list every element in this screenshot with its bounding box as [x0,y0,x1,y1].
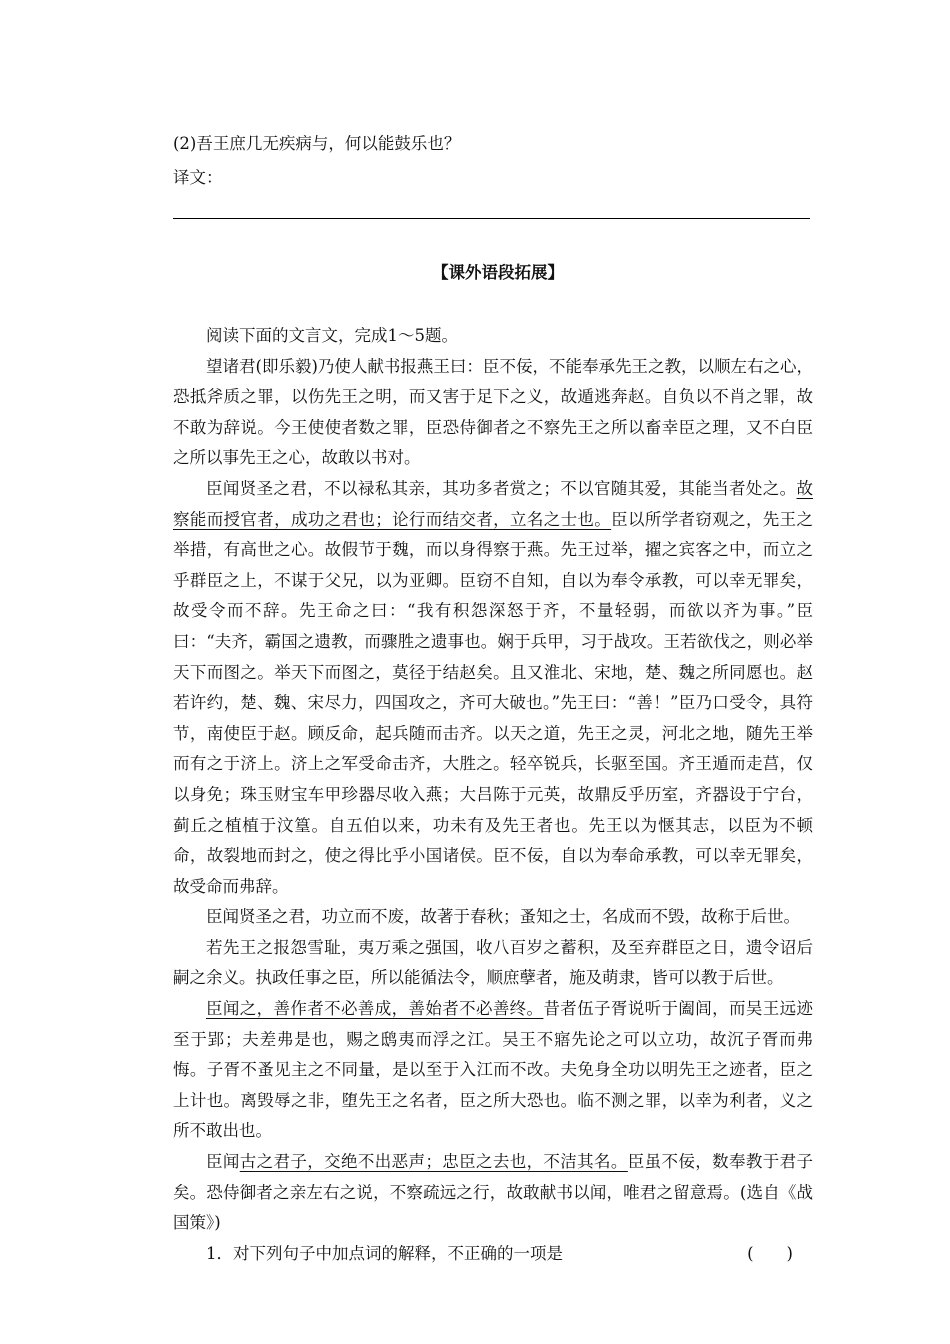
answer-line[interactable] [173,194,810,219]
document-page [173,132,813,1269]
section-title: 【课外语段拓展】 [432,263,564,282]
passage-paragraph-1: 望诸君(即乐毅)乃使人献书报燕王曰：臣不佞，不能奉承先王之教，以顺左右之心，恐抵斧质之罪，以伤先王之明，而又害于足下之义，故遁逃奔赵。自负以不肖之罪，故不敢为辞说。今王使使者数之罪，臣恐侍御者之不察先王之所以畜幸臣之理，又不白臣之所以事先王之心，故敢以书对。 [173,356,813,468]
answer-label: 译文： [173,168,223,187]
passage-paragraph-6 [173,1147,813,1239]
underlined-sentence-1: 故察能而授官者，成功之君也；论行而结交者，立名之士也。 [173,478,813,529]
underlined-sentence-2: 臣闻之，善作者不必善成，善始者不必善终。 [206,999,544,1019]
instructions: 阅读下面的文言文，完成1～5题。 [206,326,458,345]
paragraph-6-opening: 臣闻 [206,1152,240,1172]
paragraph-6-body: 臣虽不佞，数奉教于君子矣。恐侍御者之亲左右之说，不察疏远之行，故敢献书以闻，唯君之留意焉。(选自《战国策》) [173,1152,814,1233]
paragraph-5-body: 昔者伍子胥说听于阖闾，而吴王远迹至于郢；夫差弗是也，赐之鸱夷而浮之江。吴王不寤先论之可以立功，故沉子胥而弗悔。子胥不蚤见主之不同量，是以至于入江而不改。夫免身全功以明先王之迹者，臣之上计也。离毁辱之非，堕先王之名者，臣之所大恐也。临不测之罪，以幸为利者，义之所不敢出也。 [173,999,814,1141]
underlined-sentence-3: 古之君子，交绝不出恶声；忠臣之去也，不洁其名。 [239,1152,628,1172]
passage-paragraph-4: 若先王之报怨雪耻，夷万乘之强国，收八百岁之蓄积，及至弃群臣之日，遗令诏后嗣之余义。执政任事之臣，所以能循法令，顺庶孽者，施及萌隶，皆可以教于后世。 [173,937,813,988]
answer-blank[interactable]: ( ) [747,1243,793,1263]
passage-paragraph-3: 臣闻贤圣之君，功立而不废，故著于春秋；蚤知之士，名成而不毁，故称于后世。 [206,907,800,927]
passage-paragraph-5 [173,994,813,1147]
question-1-text: 1．对下列句子中加点词的解释，不正确的一项是 [206,1243,563,1263]
paragraph-2-body: 臣以所学者窃观之，先王之举措，有高世之心。故假节于魏，而以身得察于燕。先王过举，擢之宾客之中，而立之乎群臣之上，不谋于父兄，以为亚卿。臣窃不自知，自以为奉令承教，可以幸无罪矣，故受令而不辞。先王命之曰：“我有积怨深怒于齐，不量轻弱，而欲以齐为事。”臣曰：“夫齐，霸国之遗教，而骤胜之遗事也。娴于兵甲，习于战攻。王若欲伐之，则必举天下而图之。举天下而图之，莫径于结赵矣。且又淮北、宋地，楚、魏之所同愿也。赵若许约，楚、魏、宋尽力，四国攻之，齐可大破也。”先王曰：“善！”臣乃口受令，具符节，南使臣于赵。顾反命，起兵随而击齐。以天之道，先王之灵，河北之地，随先王举而有之于济上。济上之军受命击齐，大胜之。轻卒锐兵，长驱至国。齐王遁而走莒，仅以身免；珠玉财宝车甲珍器尽收入燕；大吕陈于元英，故鼎反乎历室，齐器设于宁台，蓟丘之植植于汶篁。自五伯以来，功未有及先王者也。先王以为惬其志，以臣为不顿命，故裂地而封之，使之得比乎小国诸侯。臣不佞，自以为奉命承教，可以幸无罪矣，故受命而弗辞。 [173,509,814,896]
paragraph-2-opening: 臣闻贤圣之君，不以禄私其亲，其功多者赏之；不以官随其爱，其能当者处之。 [206,478,797,498]
passage-paragraph-2 [173,474,813,902]
question-2-text: (2)吾王庶几无疾病与，何以能鼓乐也？ [173,134,461,153]
question-1 [173,1239,813,1270]
